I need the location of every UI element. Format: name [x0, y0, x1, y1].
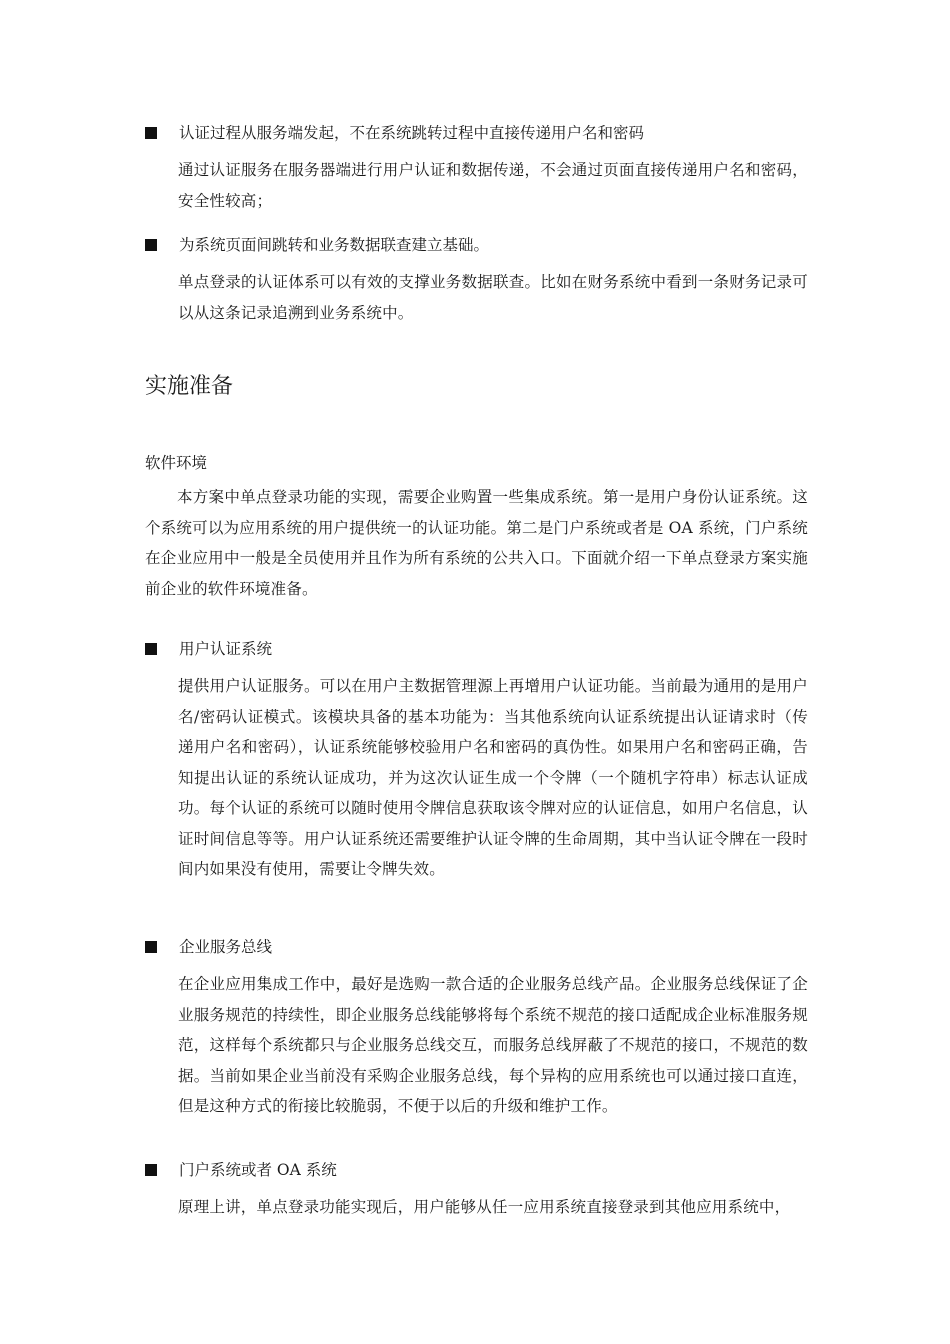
bullet-heading: 企业服务总线: [179, 938, 273, 956]
bullet-item: [145, 235, 810, 255]
bullet-heading: 认证过程从服务端发起，不在系统跳转过程中直接传递用户名和密码: [179, 124, 645, 142]
bullet-heading: 用户认证系统: [179, 640, 273, 658]
bullet-item: [145, 1160, 810, 1180]
square-bullet-icon: [145, 1164, 157, 1176]
bullet-body: 单点登录的认证体系可以有效的支撑业务数据联查。比如在财务系统中看到一条财务记录可以从这条记录追溯到业务系统中。: [178, 273, 808, 322]
bullet-item: [145, 937, 810, 957]
square-bullet-icon: [145, 127, 157, 139]
bullet-body: 在企业应用集成工作中，最好是选购一款合适的企业服务总线产品。企业服务总线保证了企业服务规范的持续性，即企业服务总线能够将每个系统不规范的接口适配成企业标准服务规范，这样每个系统都只与企业服务总线交互，而服务总线屏蔽了不规范的接口，不规范的数据。当前如果企业当前没有采购企业服务总线，每个异构的应用系统也可以通过接口直连，但是这种方式的衔接比较脆弱，不便于以后的升级和维护工作。: [178, 975, 808, 1115]
bullet-item: [145, 123, 810, 143]
section-title: 实施准备: [145, 374, 234, 399]
bullet-heading: 为系统页面间跳转和业务数据联查建立基础。: [179, 236, 490, 254]
intro-paragraph: 本方案中单点登录功能的实现，需要企业购置一些集成系统。第一是用户身份认证系统。这个系统可以为应用系统的用户提供统一的认证功能。第二是门户系统或者是 OA 系统，门户系统在企业应用中一般是全员使用并且作为所有系统的公共入口。下面就介绍一下单点登录方案实施前企业的软件环境准备。: [145, 488, 808, 598]
bullet-item: [145, 639, 810, 659]
square-bullet-icon: [145, 643, 157, 655]
bullet-body: 提供用户认证服务。可以在用户主数据管理源上再增用户认证功能。当前最为通用的是用户名/密码认证模式。该模块具备的基本功能为：当其他系统向认证系统提出认证请求时（传递用户名和密码），认证系统能够校验用户名和密码的真伪性。如果用户名和密码正确，告知提出认证的系统认证成功，并为这次认证生成一个令牌（一个随机字符串）标志认证成功。每个认证的系统可以随时使用令牌信息获取该令牌对应的认证信息，如用户名信息，认证时间信息等等。用户认证系统还需要维护认证令牌的生命周期，其中当认证令牌在一段时间内如果没有使用，需要让令牌失效。: [178, 677, 808, 878]
square-bullet-icon: [145, 239, 157, 251]
bullet-heading: 门户系统或者 OA 系统: [179, 1161, 337, 1179]
square-bullet-icon: [145, 941, 157, 953]
bullet-body: 通过认证服务在服务器端进行用户认证和数据传递，不会通过页面直接传递用户名和密码，安全性较高；: [178, 161, 808, 210]
subsection-title: 软件环境: [145, 454, 208, 472]
bullet-body: 原理上讲，单点登录功能实现后，用户能够从任一应用系统直接登录到其他应用系统中，: [178, 1198, 791, 1216]
